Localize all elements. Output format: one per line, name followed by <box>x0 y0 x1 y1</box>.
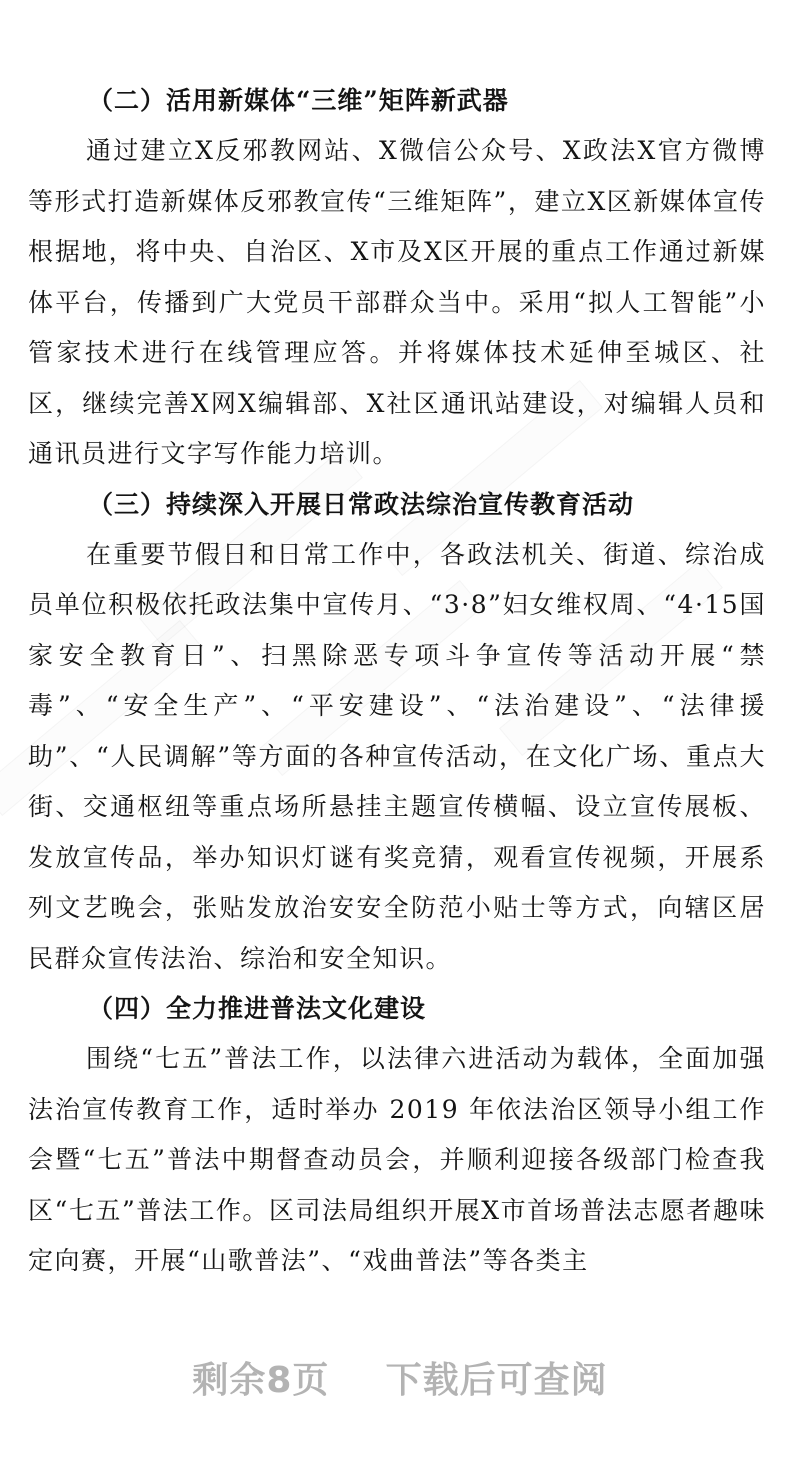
paragraph: 在重要节假日和日常工作中，各政法机关、街道、综治成员单位积极依托政法集中宣传月、“3·8”妇女维权周、“4·15国家安全教育日”、扫黑除恶专项斗争宣传等活动开展“禁毒”、“安全生产”、“平安建设”、“法治建设”、“法律援助”、“人民调解”等方面的各种宣传活动，在文化广场、重点大街、交通枢纽等重点场所悬挂主题宣传横幅、设立宣传展板、发放宣传品，举办知识灯谜有奖竞猜，观看宣传视频，开展系列文艺晚会，张贴发放治安安全防范小贴士等方式，向辖区居民群众宣传法治、综治和安全知识。 <box>28 539 766 973</box>
paragraph: 通过建立X反邪教网站、X微信公众号、X政法X官方微博等形式打造新媒体反邪教宣传“三维矩阵”，建立X区新媒体宣传根据地，将中央、自治区、X市及X区开展的重点工作通过新媒体平台，传播到广大党员干部群众当中。采用“拟人工智能”小管家技术进行在线管理应答。并将媒体技术延伸至城区、社区，继续完善X网X编辑部、X社区通讯站建设，对编辑人员和通讯员进行文字写作能力培训。 <box>28 136 766 468</box>
section-heading: （二）活用新媒体“三维”矩阵新武器 <box>88 86 509 115</box>
section-heading: （四）全力推进普法文化建设 <box>88 994 427 1023</box>
section-heading: （三）持续深入开展日常政法综治宣传教育活动 <box>88 489 635 519</box>
section-3 <box>28 480 766 985</box>
section-4 <box>28 984 766 1287</box>
download-to-view-label: 下载后可查阅 <box>385 1360 608 1401</box>
document-body <box>28 76 766 1287</box>
section-2 <box>28 76 766 480</box>
remaining-pages-label: 剩余8页 <box>192 1360 330 1401</box>
paragraph: 围绕“七五”普法工作，以法律六进活动为载体，全面加强法治宣传教育工作，适时举办 2019 年依法治区领导小组工作会暨“七五”普法中期督查动员会，并顺利迎接各级部门检查我区“七五”普法工作。区司法局组织开展X市首场普法志愿者趣味定向赛，开展“山歌普法”、“戏曲普法”等各类主 <box>28 1044 766 1275</box>
download-notice[interactable] <box>0 1352 800 1403</box>
